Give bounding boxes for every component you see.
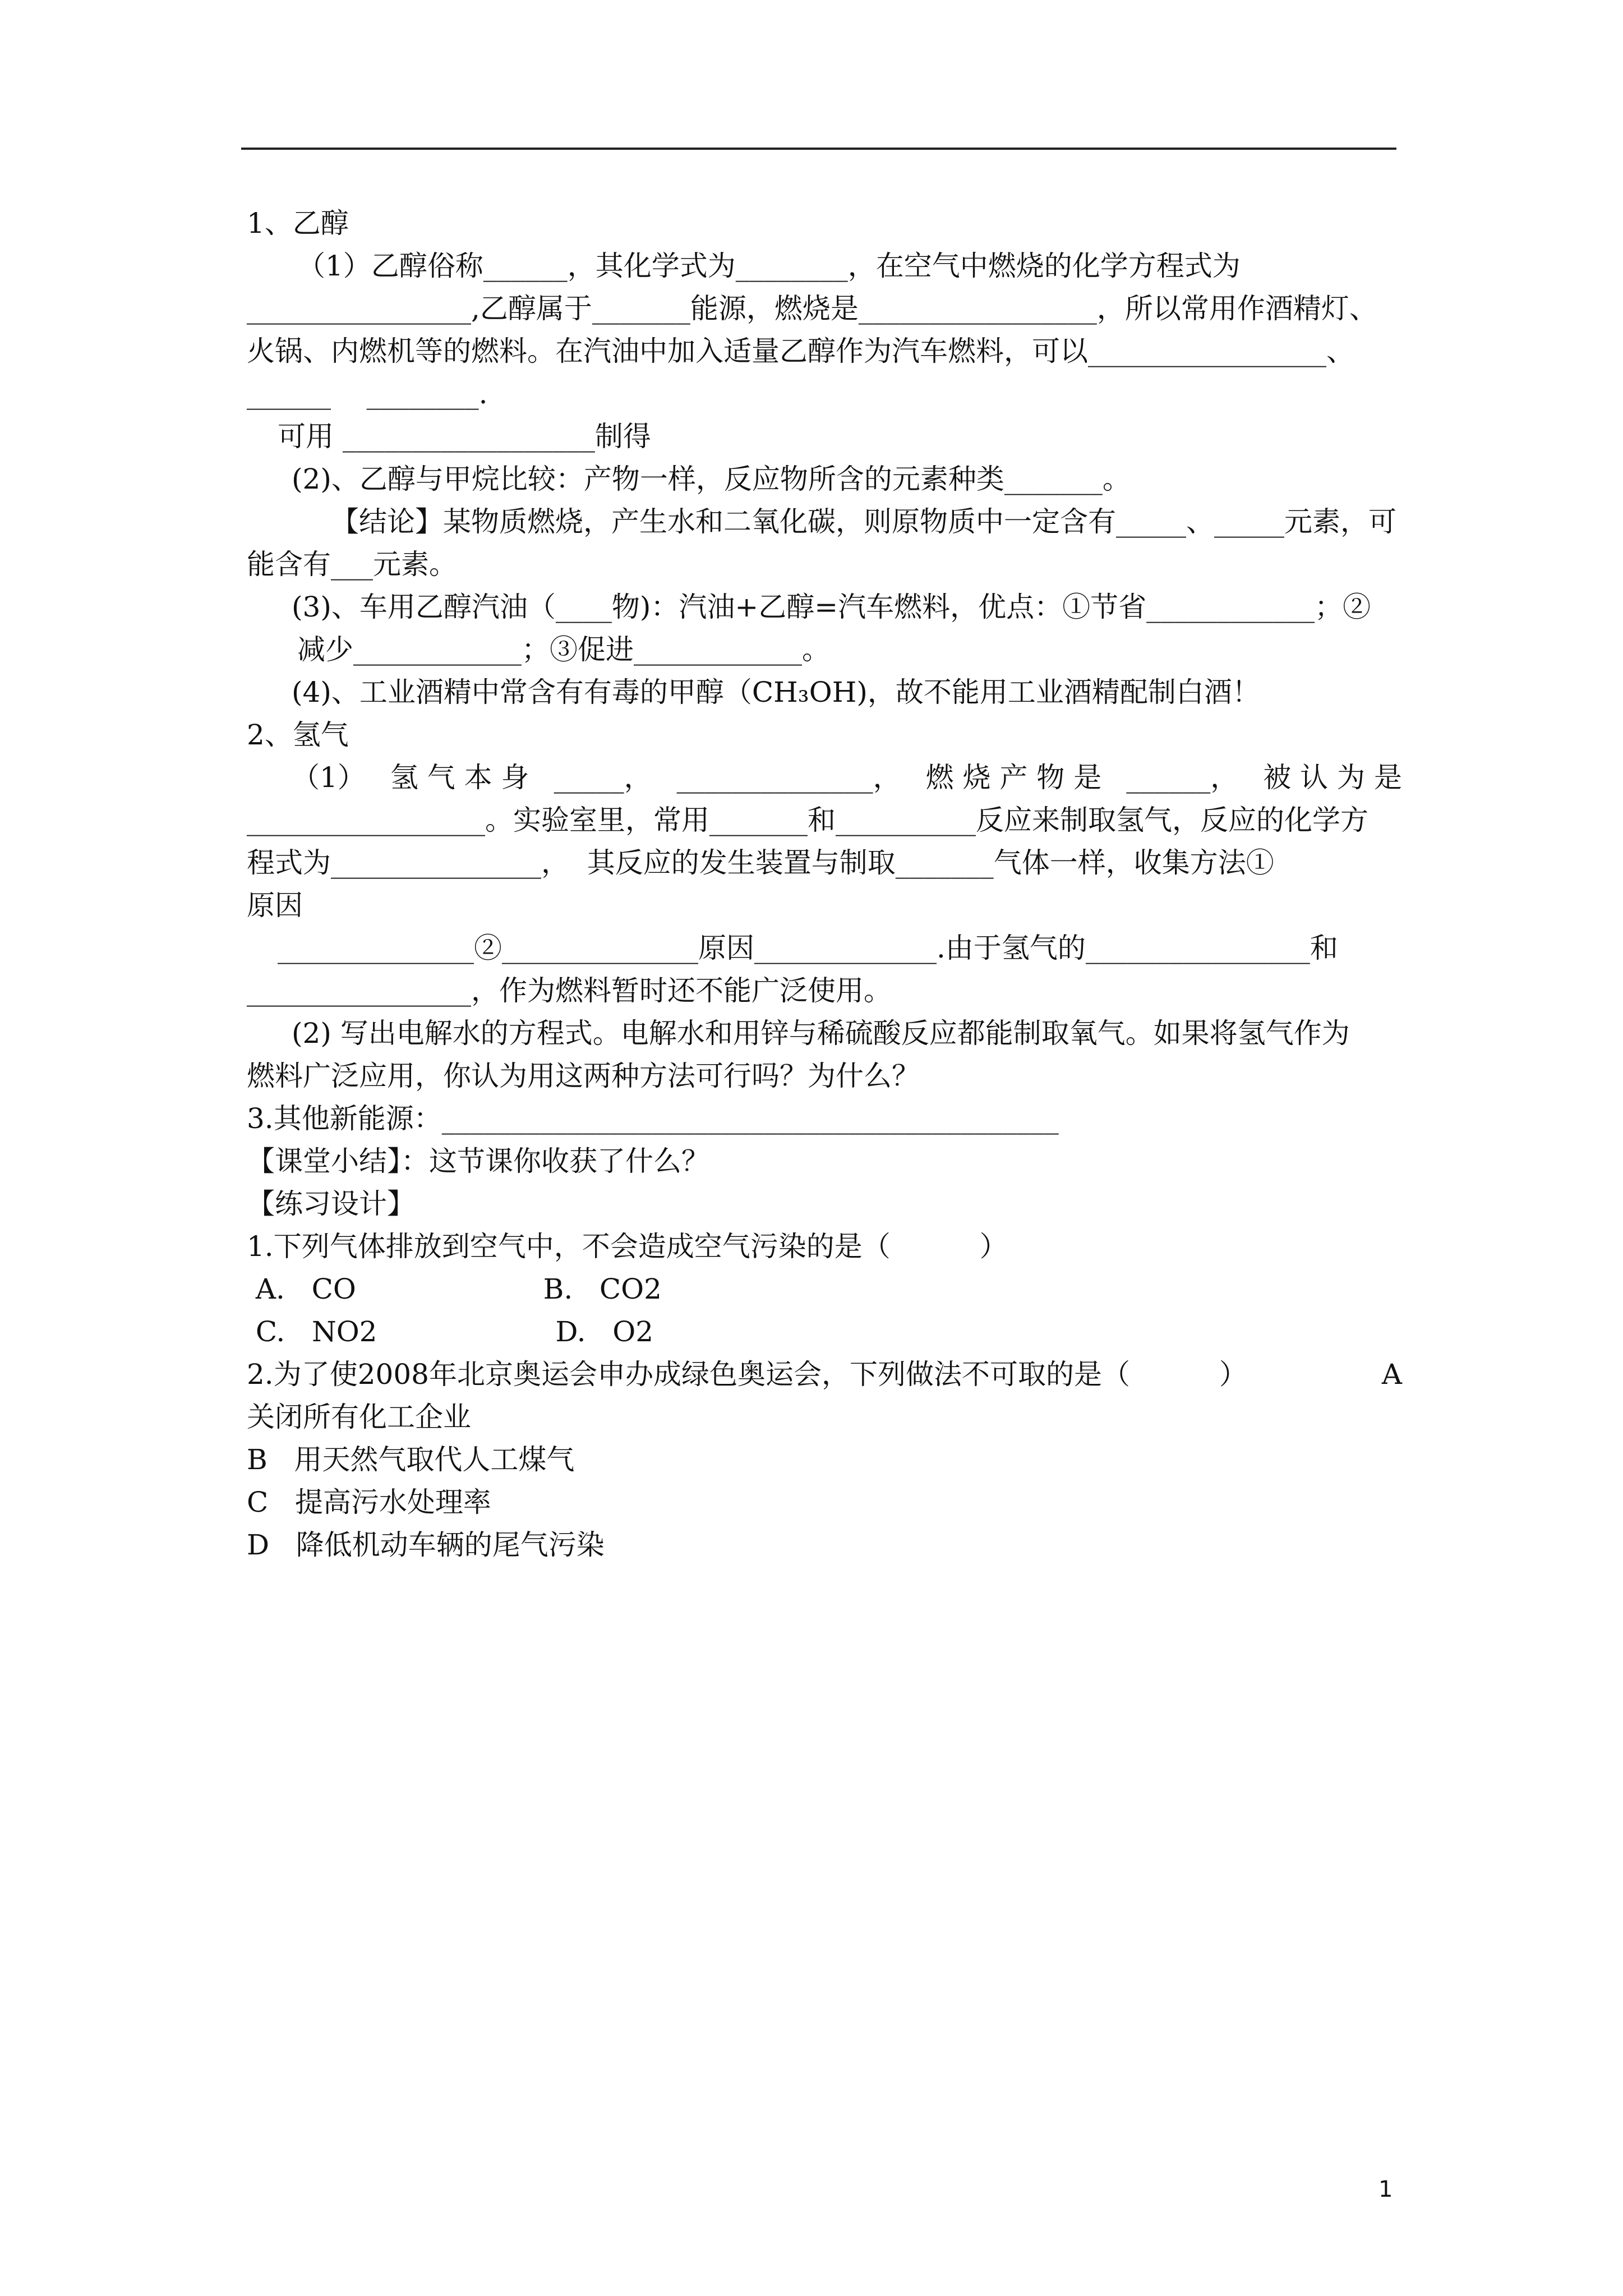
- option-line: 关闭所有化工企业: [247, 1401, 471, 1433]
- summary-heading: 【课堂小结】：这节课你收获了什么？: [247, 1145, 709, 1177]
- paragraph-line: 可用 __________________制得: [278, 420, 651, 453]
- section-heading: 1、乙醇: [247, 207, 349, 240]
- exercise-heading: 【练习设计】: [247, 1188, 415, 1220]
- paragraph-line: (4)、工业酒精中常含有有毒的甲醇（CH₃OH)，故不能用工业酒精配制白酒！: [292, 676, 1260, 708]
- line-segment: ______________，: [676, 761, 901, 794]
- section-heading: 2、氢气: [247, 719, 349, 751]
- page-number: 1: [1378, 2177, 1393, 2202]
- header-rule: [241, 148, 1396, 150]
- option-line: A. CO B. CO2: [247, 1273, 662, 1305]
- conclusion-line: 【结论】某物质燃烧，产生水和二氧化碳，则原物质中一定含有_____、_____元素，可: [331, 505, 1396, 538]
- question-line: [247, 1353, 1402, 1396]
- paragraph-line: 原因: [247, 889, 303, 922]
- justified-line: [247, 756, 1402, 799]
- paragraph-line: (2)、乙醇与甲烷比较：产物一样，反应物所含的元素种类_______。: [292, 463, 1131, 495]
- paragraph-line: ________________,乙醇属于_______能源，燃烧是_________________，所以常用作酒精灯、: [247, 292, 1377, 325]
- line-segment: 氢 气 本 身: [390, 761, 529, 794]
- paragraph-line: ______ ________.: [247, 378, 488, 410]
- paragraph-line: (3)、车用乙醇汽油（____物)：汽油+乙醇=汽车燃料，优点：①节省____________；②: [292, 591, 1371, 623]
- line-segment: 被 认 为 是: [1263, 761, 1402, 794]
- question-line: 1.下列气体排放到空气中，不会造成空气污染的是（ ）: [247, 1230, 1008, 1263]
- paragraph-line: 燃料广泛应用，你认为用这两种方法可行吗？为什么？: [247, 1060, 920, 1092]
- section-heading: 3.其他新能源：____________________________________________: [247, 1102, 1059, 1135]
- line-segment: 燃 烧 产 物 是: [925, 761, 1102, 794]
- option-label: A: [1381, 1358, 1402, 1391]
- paragraph-line: 火锅、内燃机等的燃料。在汽油中加入适量乙醇作为汽车燃料，可以_________________、: [247, 335, 1354, 367]
- paragraph-line: _________________。实验室里，常用_______和__________反应来制取氢气，反应的化学方: [247, 804, 1368, 836]
- line-segment: （1）: [292, 761, 366, 794]
- paragraph-line: 减少____________；③促进____________。: [297, 633, 830, 666]
- paragraph-line: 程式为_______________， 其反应的发生装置与制取_______气体一样，收集方法①: [247, 846, 1274, 879]
- document-body: [247, 202, 1408, 1566]
- paragraph-line: (2) 写出电解水的方程式。电解水和用锌与稀硫酸反应都能制取氧气。如果将氢气作为: [292, 1017, 1350, 1050]
- paragraph-line: （1）乙醇俗称______，其化学式为________，在空气中燃烧的化学方程式为: [297, 250, 1241, 282]
- paragraph-line: 能含有___元素。: [247, 548, 457, 581]
- option-line: C 提高污水处理率: [247, 1486, 491, 1519]
- paragraph-line: ______________②______________原因_____________.由于氢气的________________和: [278, 932, 1338, 964]
- option-line: B 用天然气取代人工煤气: [247, 1443, 575, 1476]
- option-line: D 降低机动车辆的尾气污染: [247, 1529, 605, 1561]
- option-line: C. NO2 D. O2: [247, 1315, 654, 1348]
- line-segment: _____，: [554, 761, 652, 794]
- question-text: 2.为了使2008年北京奥运会申办成绿色奥运会，下列做法不可取的是（ ）: [247, 1358, 1247, 1391]
- line-segment: ______，: [1126, 761, 1239, 794]
- paragraph-line: ________________，作为燃料暂时还不能广泛使用。: [247, 974, 892, 1007]
